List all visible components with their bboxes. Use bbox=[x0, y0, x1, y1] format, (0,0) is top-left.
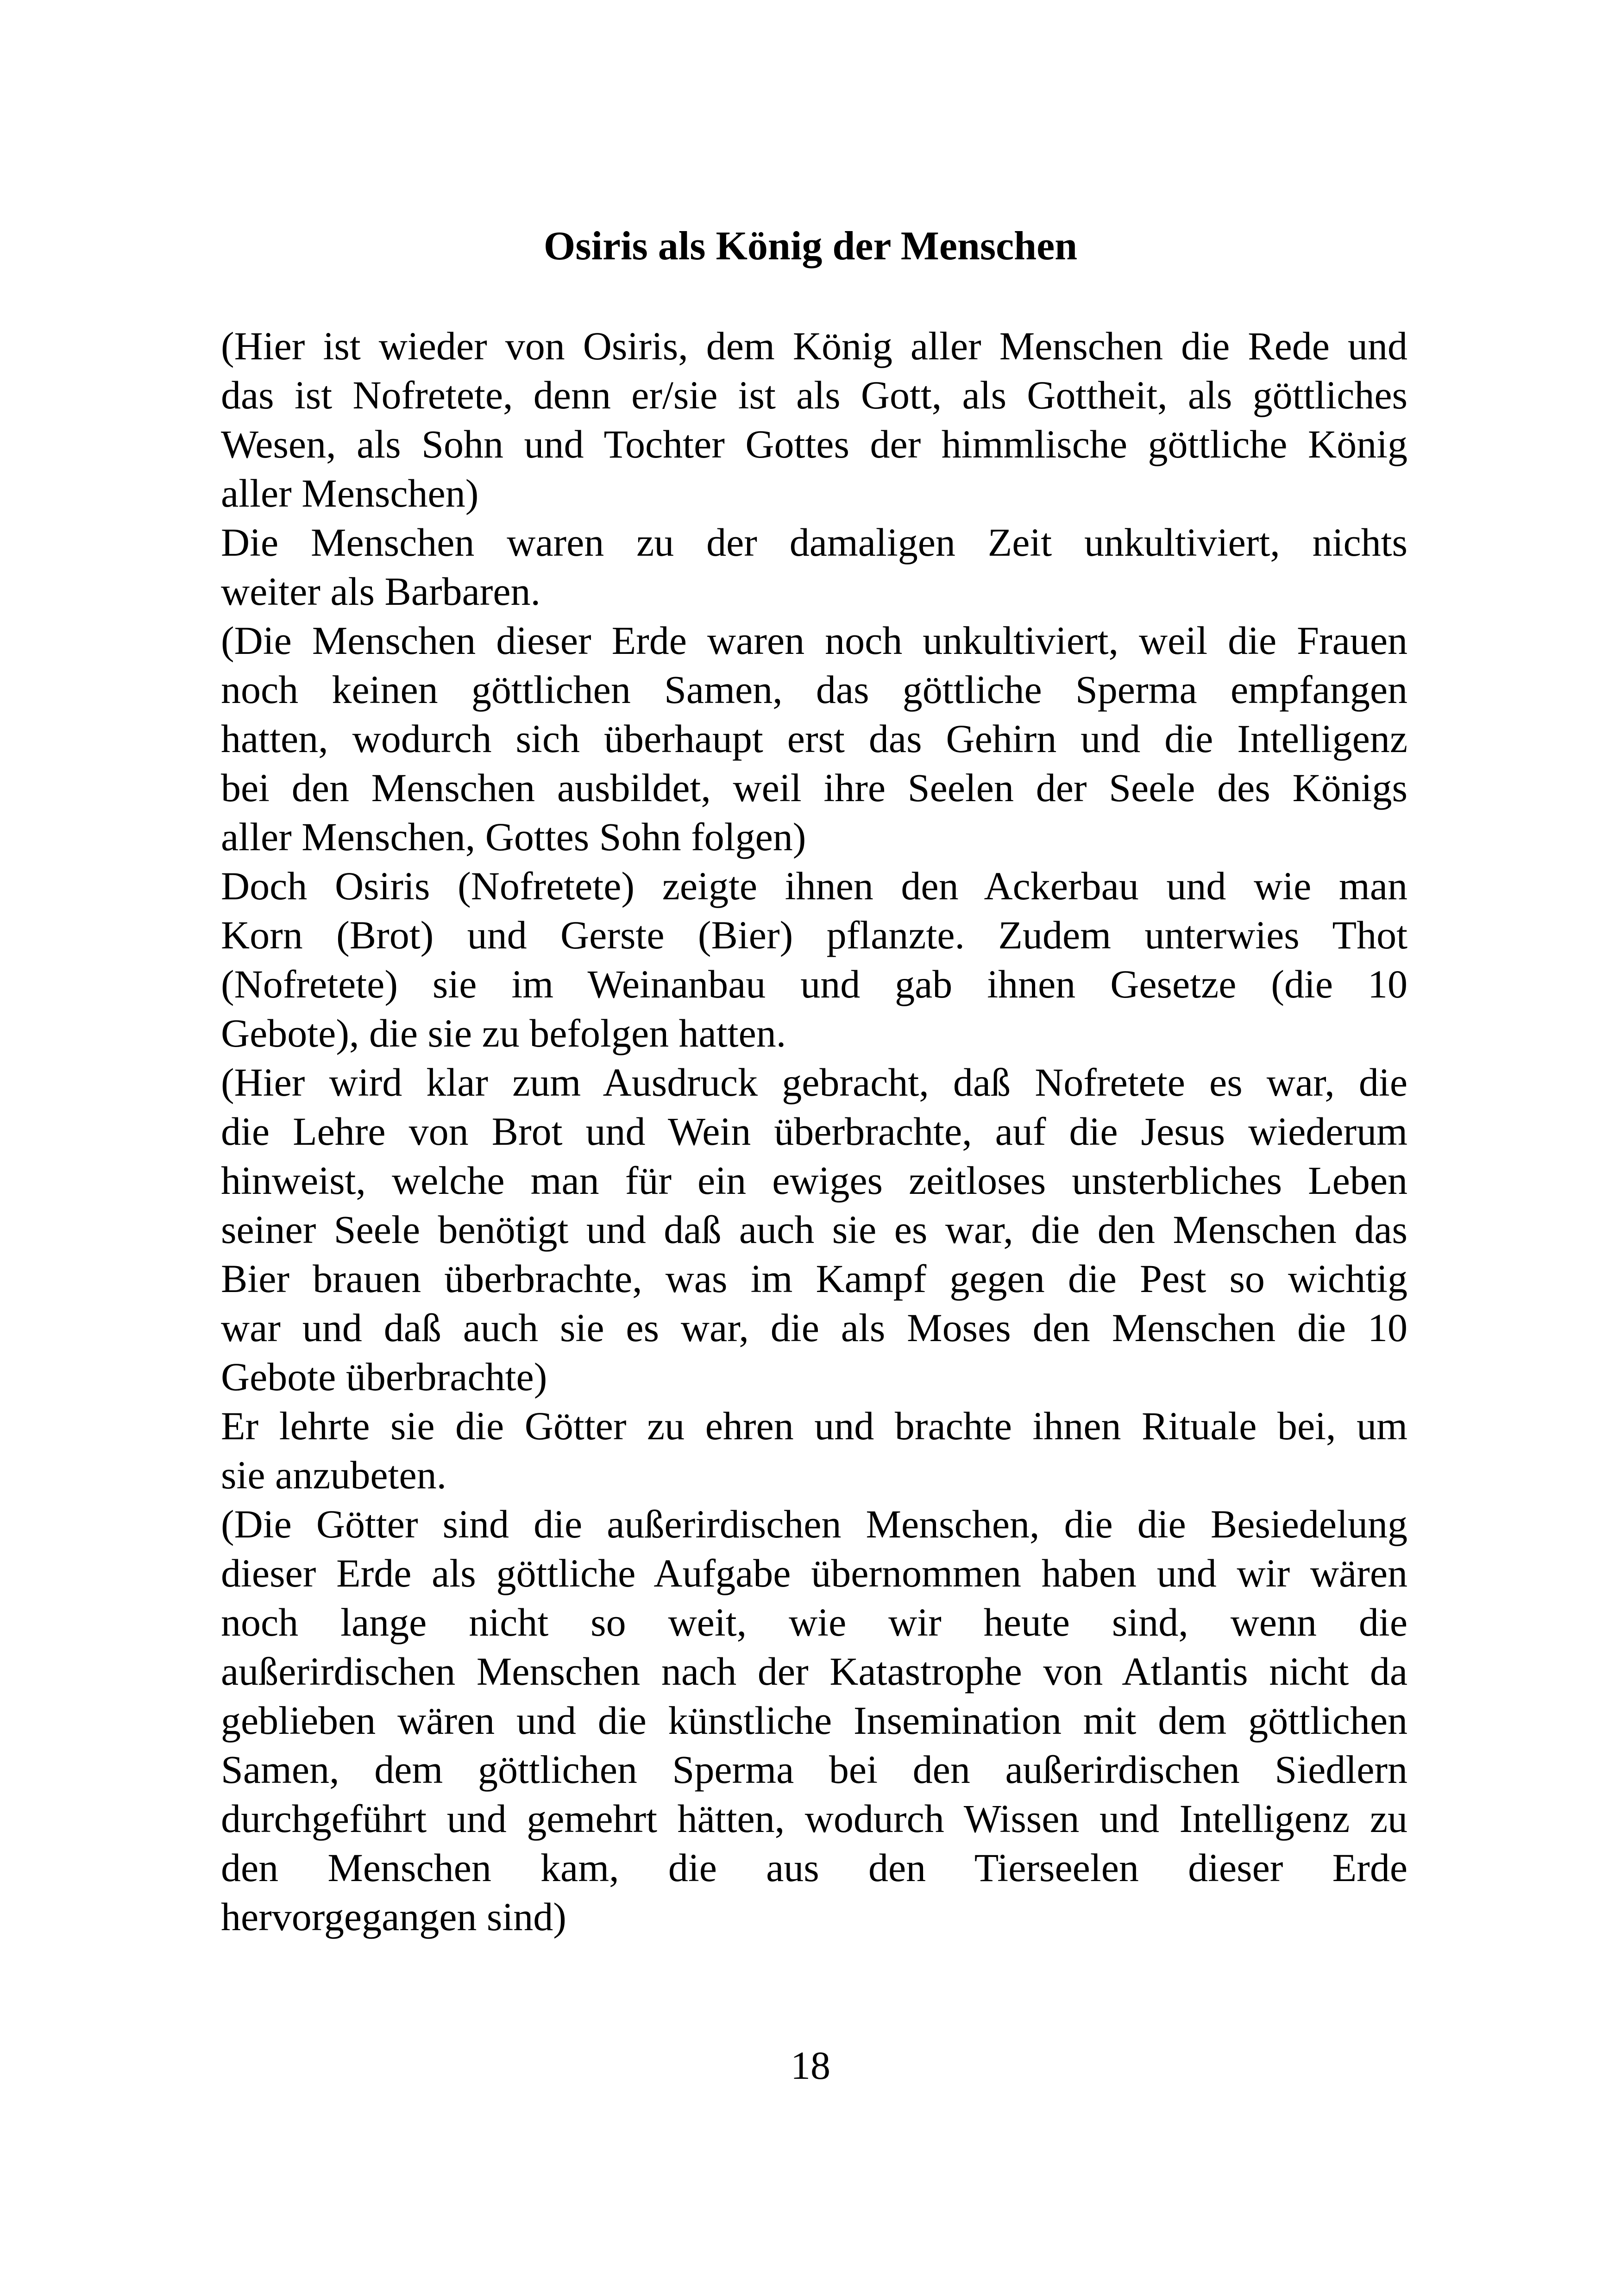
paragraph bbox=[221, 861, 1407, 1058]
text-line: war und daß auch sie es war, die als Moses den Menschen die 10 bbox=[221, 1305, 1407, 1350]
page-title: Osiris als König der Menschen bbox=[543, 224, 1078, 269]
text-line: die Lehre von Brot und Wein überbrachte, auf die Jesus wiederum bbox=[221, 1109, 1407, 1154]
paragraph bbox=[221, 518, 1407, 616]
text-line: Er lehrte sie die Götter zu ehren und brachte ihnen Rituale bei, um bbox=[221, 1404, 1407, 1448]
text-line: noch lange nicht so weit, wie wir heute sind, wenn die bbox=[221, 1600, 1407, 1644]
text-line: weiter als Barbaren. bbox=[221, 569, 541, 614]
paragraph bbox=[221, 1058, 1407, 1401]
text-line: hatten, wodurch sich überhaupt erst das Gehirn und die Intelligenz bbox=[221, 716, 1407, 761]
page-number: 18 bbox=[791, 2043, 830, 2088]
paragraph bbox=[221, 1499, 1407, 1941]
text-line: Wesen, als Sohn und Tochter Gottes der himmlische göttliche König bbox=[221, 422, 1407, 466]
text-line: sie anzubeten. bbox=[221, 1453, 447, 1497]
text-line: Gebote überbrachte) bbox=[221, 1355, 547, 1399]
text-line: Gebote), die sie zu befolgen hatten. bbox=[221, 1011, 786, 1055]
text-line: Korn (Brot) und Gerste (Bier) pflanzte. Zudem unterwies Thot bbox=[221, 913, 1407, 957]
text-line: bei den Menschen ausbildet, weil ihre Seelen der Seele des Königs bbox=[221, 765, 1407, 810]
text-line: das ist Nofretete, denn er/sie ist als Gott, als Gottheit, als göttliches bbox=[221, 373, 1407, 417]
paragraph bbox=[221, 616, 1407, 861]
text-line: (Hier wird klar zum Ausdruck gebracht, daß Nofretete es war, die bbox=[221, 1060, 1407, 1104]
text-line: Samen, dem göttlichen Sperma bei den außerirdischen Siedlern bbox=[221, 1747, 1407, 1792]
text-line: geblieben wären und die künstliche Insemination mit dem göttlichen bbox=[221, 1698, 1407, 1743]
text-line: noch keinen göttlichen Samen, das göttliche Sperma empfangen bbox=[221, 667, 1407, 712]
text-line: (Nofretete) sie im Weinanbau und gab ihnen Gesetze (die 10 bbox=[221, 962, 1407, 1006]
paragraph bbox=[221, 1401, 1407, 1499]
text-line: aller Menschen, Gottes Sohn folgen) bbox=[221, 815, 806, 859]
text-line: Bier brauen überbrachte, was im Kampf gegen die Pest so wichtig bbox=[221, 1256, 1407, 1301]
text-line: Die Menschen waren zu der damaligen Zeit unkultiviert, nichts bbox=[221, 520, 1407, 565]
body-text bbox=[221, 321, 1407, 1941]
text-line: außerirdischen Menschen nach der Katastrophe von Atlantis nicht da bbox=[221, 1649, 1407, 1694]
text-line: (Die Götter sind die außerirdischen Menschen, die die Besiedelung bbox=[221, 1502, 1407, 1546]
text-line: seiner Seele benötigt und daß auch sie es war, die den Menschen das bbox=[221, 1207, 1407, 1252]
text-line: den Menschen kam, die aus den Tierseelen dieser Erde bbox=[221, 1845, 1407, 1890]
text-line: Doch Osiris (Nofretete) zeigte ihnen den Ackerbau und wie man bbox=[221, 864, 1407, 908]
text-line: (Hier ist wieder von Osiris, dem König aller Menschen die Rede und bbox=[221, 324, 1407, 368]
text-line: dieser Erde als göttliche Aufgabe übernommen haben und wir wären bbox=[221, 1551, 1407, 1595]
text-line: durchgeführt und gemehrt hätten, wodurch Wissen und Intelligenz zu bbox=[221, 1796, 1407, 1841]
text-line: hervorgegangen sind) bbox=[221, 1895, 566, 1939]
text-line: aller Menschen) bbox=[221, 471, 479, 515]
paragraph bbox=[221, 321, 1407, 518]
text-line: hinweist, welche man für ein ewiges zeitloses unsterbliches Leben bbox=[221, 1158, 1407, 1203]
text-line: (Die Menschen dieser Erde waren noch unkultiviert, weil die Frauen bbox=[221, 618, 1407, 663]
